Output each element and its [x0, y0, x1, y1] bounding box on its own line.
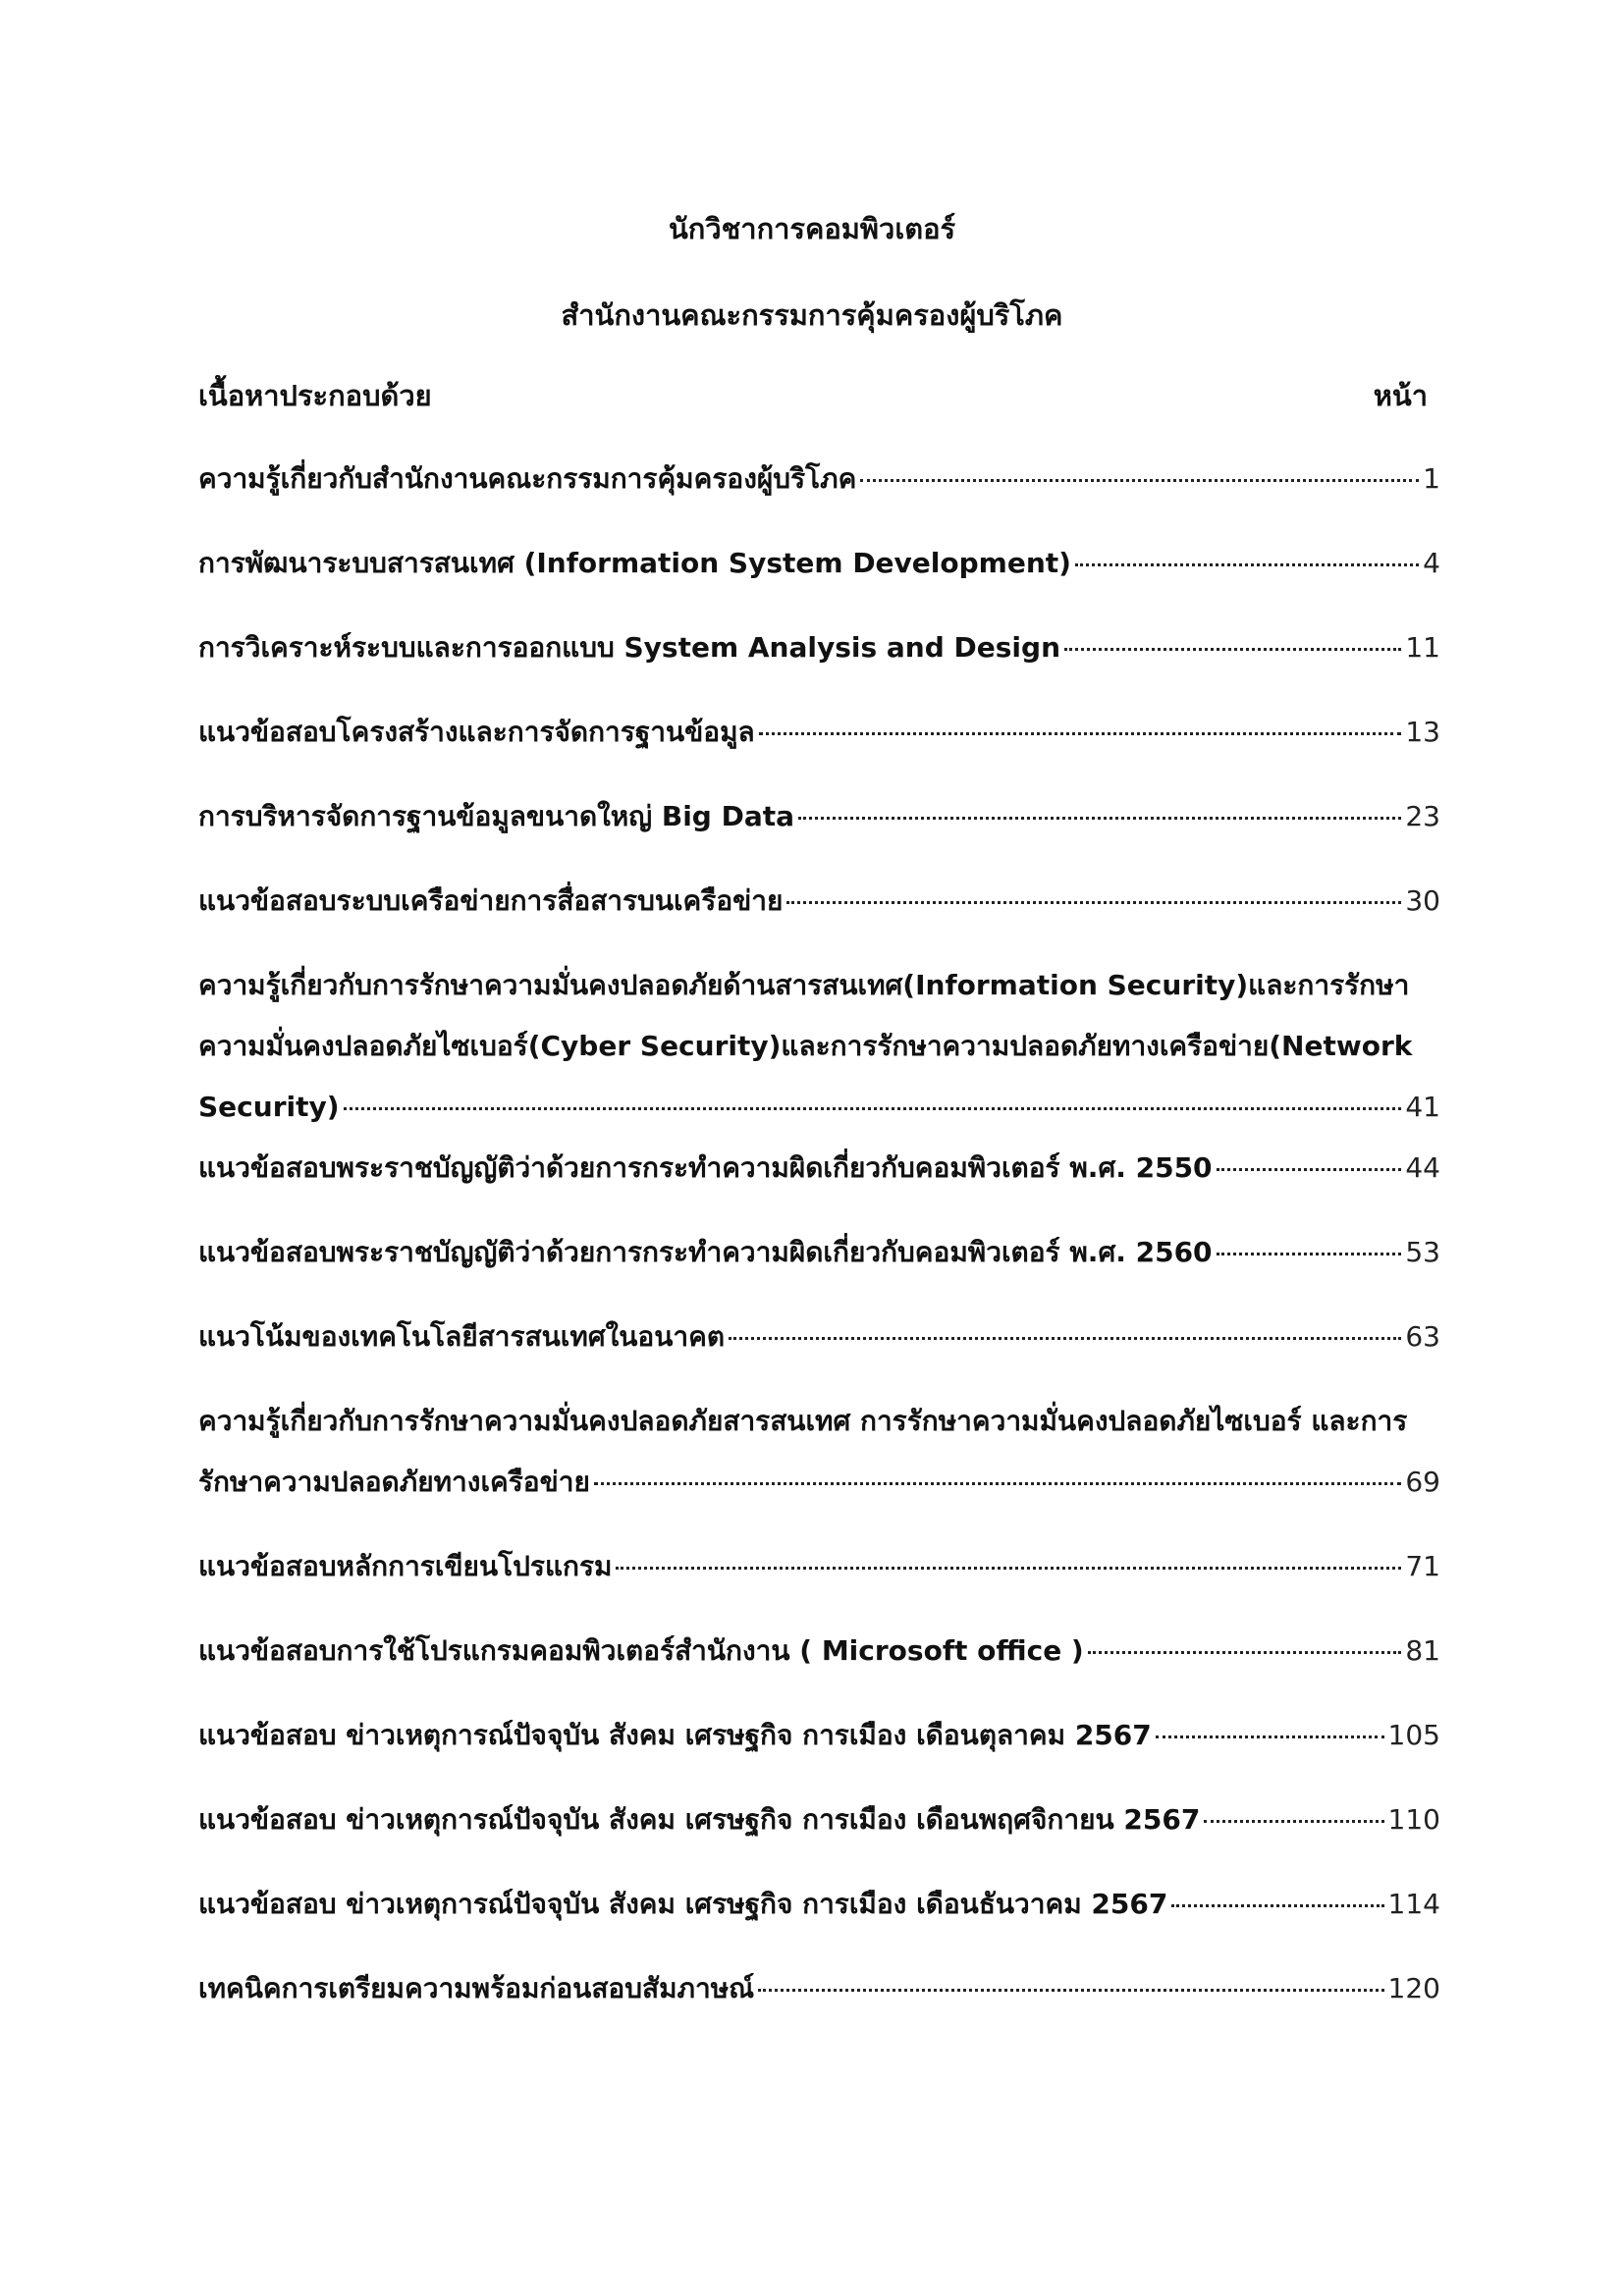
toc-entry-row — [198, 1969, 1440, 2008]
toc-entry-row — [198, 544, 1440, 583]
toc-entry-page: 53 — [1405, 1236, 1440, 1268]
dot-leader — [1204, 1820, 1383, 1823]
toc-entry-label: การบริหารจัดการฐานข้อมูลขนาดใหญ่ Big Data — [198, 800, 795, 832]
toc-entry-page: 69 — [1405, 1466, 1440, 1498]
dot-leader — [758, 1989, 1383, 1992]
toc-entry — [198, 1716, 1440, 1755]
table-of-contents — [198, 459, 1440, 2008]
document-title: นักวิชาการคอมพิวเตอร์ — [668, 212, 956, 245]
toc-entry — [198, 797, 1440, 836]
toc-entry-row — [198, 1088, 1440, 1127]
toc-entry-row — [198, 628, 1440, 667]
toc-entry-label: แนวข้อสอบการใช้โปรแกรมคอมพิวเตอร์สำนักงาน ( Microsoft office ) — [198, 1634, 1084, 1667]
toc-entry-page: 44 — [1405, 1151, 1440, 1184]
toc-entry-page: 13 — [1405, 716, 1440, 748]
toc-header-contents: เนื้อหาประกอบด้วย — [198, 379, 432, 412]
toc-entry-row — [198, 1463, 1440, 1502]
dot-leader — [1088, 1651, 1402, 1654]
toc-entry-label: แนวข้อสอบระบบเครือข่ายการสื่อสารบนเครือข่าย — [198, 884, 784, 917]
toc-entry — [198, 1233, 1440, 1272]
dot-leader — [344, 1107, 1402, 1110]
toc-entry-page: 81 — [1405, 1634, 1440, 1667]
dot-leader — [759, 732, 1402, 735]
toc-entry — [198, 1885, 1440, 1924]
dot-leader — [798, 817, 1401, 820]
toc-entry-page: 120 — [1387, 1972, 1440, 2004]
toc-entry — [198, 966, 1440, 1127]
toc-entry-row — [198, 1547, 1440, 1586]
toc-entry-row — [198, 881, 1440, 921]
dot-leader — [616, 1567, 1401, 1570]
toc-entry — [198, 1317, 1440, 1357]
toc-entry-label: เทคนิคการเตรียมความพร้อมก่อนสอบสัมภาษณ์ — [198, 1972, 755, 2004]
dot-leader — [1217, 1168, 1402, 1171]
toc-entry-page: 23 — [1405, 800, 1440, 832]
toc-entry-line: ความมั่นคงปลอดภัยไซเบอร์(Cyber Security)และการรักษาความปลอดภัยทางเครือข่าย(Network — [198, 1030, 1413, 1062]
dot-leader — [860, 479, 1419, 482]
toc-entry-page: 4 — [1423, 547, 1440, 579]
toc-entry — [198, 713, 1440, 752]
toc-entry — [198, 1969, 1440, 2008]
toc-entry — [198, 628, 1440, 667]
toc-entry — [198, 544, 1440, 583]
toc-entry-page: 71 — [1405, 1550, 1440, 1582]
toc-entry-label: การพัฒนาระบบสารสนเทศ (Information System Development) — [198, 547, 1071, 579]
toc-entry-page: 114 — [1387, 1888, 1440, 1920]
toc-entry-label: แนวข้อสอบพระราชบัญญัติว่าด้วยการกระทำความผิดเกี่ยวกับคอมพิวเตอร์ พ.ศ. 2560 — [198, 1236, 1213, 1268]
toc-entry — [198, 1402, 1440, 1502]
toc-entry-page: 110 — [1387, 1803, 1440, 1836]
toc-entry-page: 1 — [1423, 462, 1440, 495]
toc-entry-label: แนวข้อสอบหลักการเขียนโปรแกรม — [198, 1550, 613, 1582]
toc-entry-page: 41 — [1405, 1091, 1440, 1123]
toc-entry-label: แนวข้อสอบพระราชบัญญัติว่าด้วยการกระทำความผิดเกี่ยวกับคอมพิวเตอร์ พ.ศ. 2550 — [198, 1151, 1213, 1184]
toc-entry — [198, 1547, 1440, 1586]
dot-leader — [594, 1482, 1401, 1485]
document-subtitle: สำนักงานคณะกรรมการคุ้มครองผู้บริโภค — [561, 298, 1063, 332]
toc-entry-page: 63 — [1405, 1320, 1440, 1353]
dot-leader — [786, 901, 1401, 904]
toc-entry-row — [198, 1885, 1440, 1924]
toc-entry-label: ความรู้เกี่ยวกับสำนักงานคณะกรรมการคุ้มครองผู้บริโภค — [198, 462, 857, 495]
dot-leader — [1156, 1735, 1384, 1738]
toc-entry-line: ความรู้เกี่ยวกับการรักษาความมั่นคงปลอดภัยด้านสารสนเทศ(Information Security)และการรักษา — [198, 969, 1410, 1001]
toc-entry-row — [198, 797, 1440, 836]
toc-entry-page: 30 — [1405, 884, 1440, 917]
toc-entry-label: แนวข้อสอบ ข่าวเหตุการณ์ปัจจุบัน สังคม เศรษฐกิจ การเมือง เดือนตุลาคม 2567 — [198, 1719, 1152, 1751]
toc-entry-row — [198, 1631, 1440, 1671]
toc-entry — [198, 1800, 1440, 1840]
toc-header — [198, 373, 1428, 418]
toc-entry-label: แนวข้อสอบ ข่าวเหตุการณ์ปัจจุบัน สังคม เศรษฐกิจ การเมือง เดือนธันวาคม 2567 — [198, 1888, 1168, 1920]
toc-entry-page: 11 — [1405, 631, 1440, 664]
dot-leader — [1217, 1253, 1402, 1255]
toc-entry-line: ความรู้เกี่ยวกับการรักษาความมั่นคงปลอดภัยสารสนเทศ การรักษาความมั่นคงปลอดภัยไซเบอร์ และการ — [198, 1405, 1408, 1437]
toc-entry-page: 105 — [1387, 1719, 1440, 1751]
dot-leader — [1064, 648, 1401, 651]
dot-leader — [1171, 1904, 1383, 1907]
toc-entry-row — [198, 1716, 1440, 1755]
toc-entry-label: การวิเคราะห์ระบบและการออกแบบ System Analysis and Design — [198, 631, 1061, 664]
dot-leader — [1075, 563, 1419, 566]
toc-entry-row — [198, 713, 1440, 752]
toc-entry — [198, 459, 1440, 499]
toc-header-page: หน้า — [1373, 379, 1428, 412]
toc-entry — [198, 1148, 1440, 1188]
toc-entry-row — [198, 1800, 1440, 1840]
toc-entry-row — [198, 1317, 1440, 1357]
toc-entry-label: Security) — [198, 1091, 340, 1123]
toc-entry — [198, 881, 1440, 921]
toc-entry-label: รักษาความปลอดภัยทางเครือข่าย — [198, 1466, 590, 1498]
toc-entry-row — [198, 1148, 1440, 1188]
toc-entry-label: แนวโน้มของเทคโนโลยีสารสนเทศในอนาคต — [198, 1320, 726, 1353]
dot-leader — [729, 1337, 1401, 1340]
toc-entry-label: แนวข้อสอบ ข่าวเหตุการณ์ปัจจุบัน สังคม เศรษฐกิจ การเมือง เดือนพฤศจิกายน 2567 — [198, 1803, 1201, 1836]
toc-entry-label: แนวข้อสอบโครงสร้างและการจัดการฐานข้อมูล — [198, 716, 755, 748]
toc-entry-row — [198, 459, 1440, 499]
toc-entry-row — [198, 1233, 1440, 1272]
toc-entry — [198, 1631, 1440, 1671]
